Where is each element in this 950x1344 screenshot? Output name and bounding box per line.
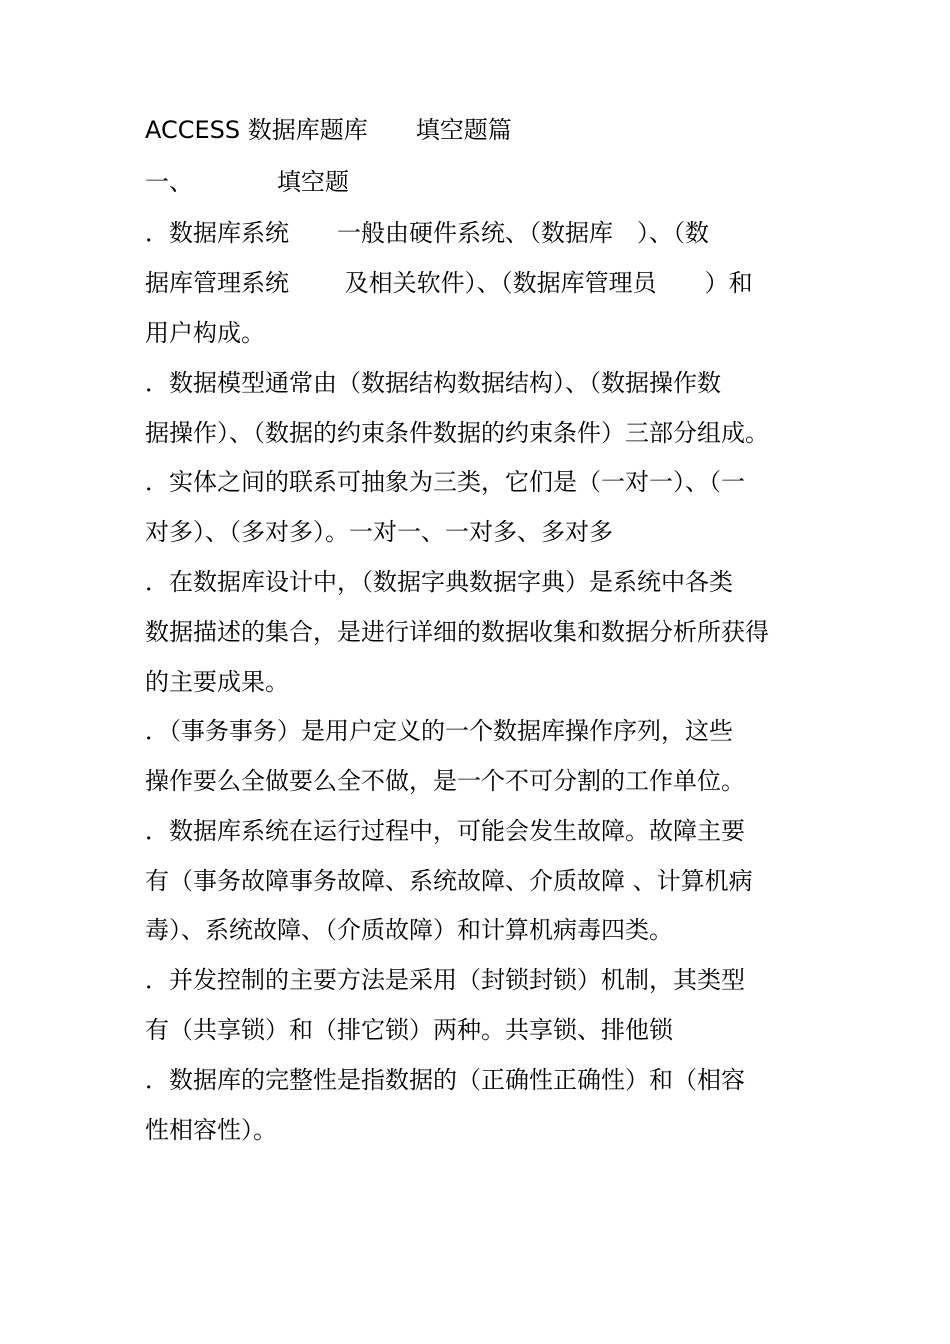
text-line: 操作要么全做要么全不做，是一个不可分割的工作单位。 [145,767,745,795]
text-line: ．数据模型通常由（数据结构数据结构）、（数据操作数 [145,369,721,397]
text-line: 用户构成。 [145,319,265,347]
text-line: 据操作）、（数据的约束条件数据的约束条件）三部分组成。 [145,419,769,447]
text-line: 有（共享锁）和（排它锁）两种。共享锁、排他锁 [145,1016,673,1044]
text-line: 的主要成果。 [145,668,289,696]
text-line: ．实体之间的联系可抽象为三类，它们是（一对一）、（一 [145,468,745,496]
text-line: 据库管理系统 及相关软件）、（数据库管理员 ）和 [145,269,753,297]
text-line: 数据描述的集合，是进行详细的数据收集和数据分析所获得 [145,618,769,646]
text-line: ．在数据库设计中，（数据字典数据字典）是系统中各类 [145,568,733,596]
text-line: ．并发控制的主要方法是采用（封锁封锁）机制，其类型 [145,966,745,994]
text-line: ．（事务事务）是用户定义的一个数据库操作序列，这些 [145,717,733,745]
text-line: ．数据库系统在运行过程中，可能会发生故障。故障主要 [145,817,745,845]
text-line: 毒）、系统故障、（介质故障）和计算机病毒四类。 [145,916,673,944]
text-line: ．数据库系统 一般由硬件系统、（数据库 ）、（数 [145,219,709,247]
text-line: 对多）、（多对多）。一对一、一对多、多对多 [145,518,613,546]
text-line: 性相容性）。 [145,1116,277,1144]
text-line: 有（事务故障事务故障、系统故障、介质故障 、计算机病 [145,867,753,895]
text-line: ．数据库的完整性是指数据的（正确性正确性）和（相容 [145,1066,745,1094]
section-heading: 一、 填空题 [145,168,349,196]
document-title: ACCESS 数据库题库 填空题篇 [145,116,512,144]
